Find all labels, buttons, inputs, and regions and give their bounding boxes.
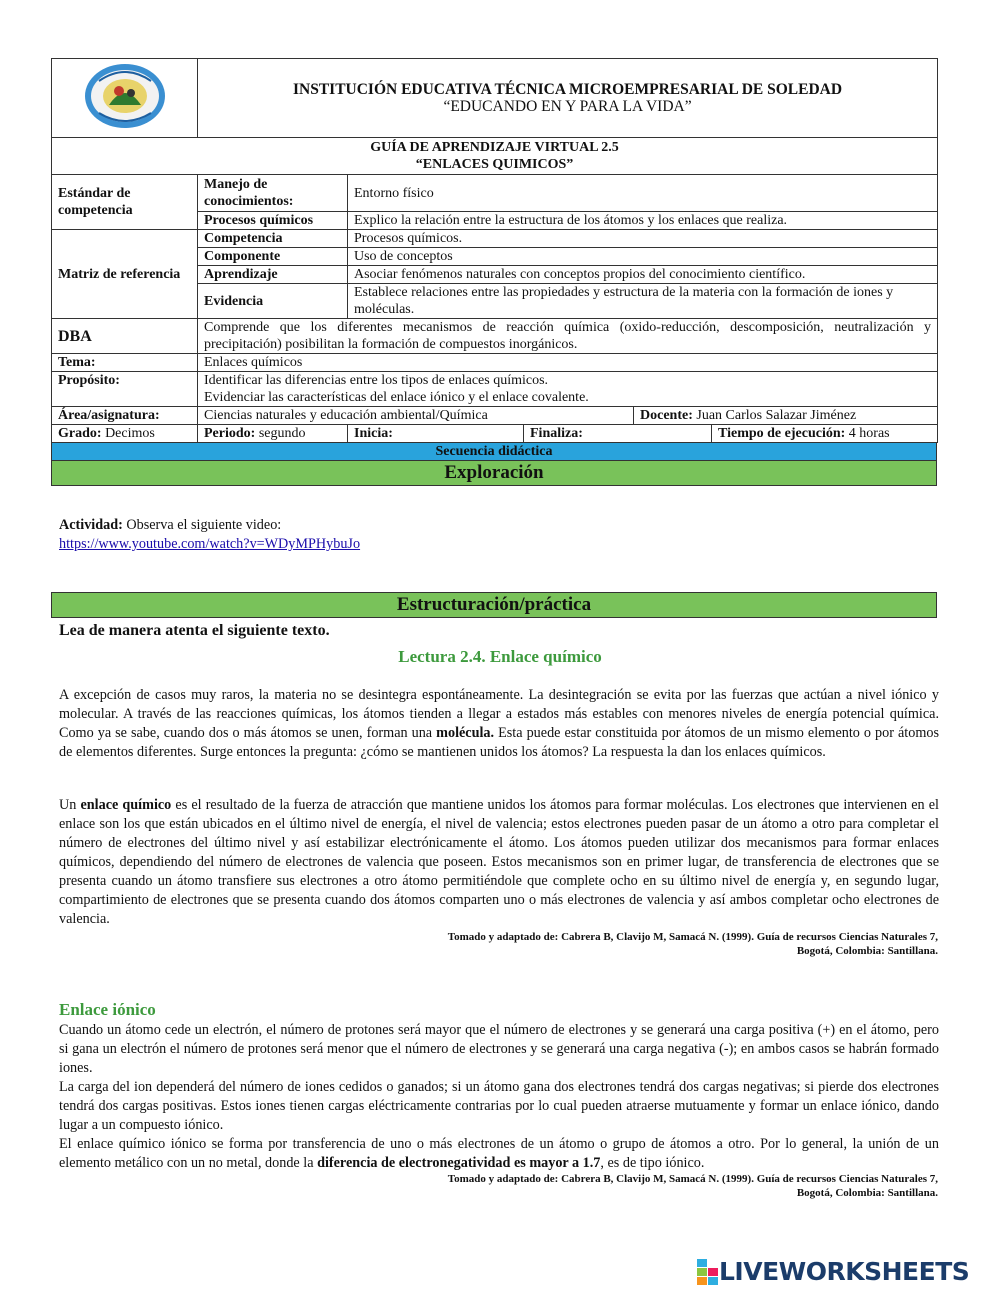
- p1-text-b: Esta puede estar constituida por átomos de un mismo elemento o por átomos de elementos diferentes. Surge entonces la pregunta: ¿cómo se mantienen unidos los átomos? La respuesta la dan los enlaces químicos.: [59, 725, 939, 760]
- actividad-text: Observa el siguiente video:: [122, 517, 282, 533]
- proposito-label: Propósito:: [52, 372, 198, 407]
- institution-motto: “EDUCANDO EN Y PARA LA VIDA”: [443, 98, 692, 115]
- source-citation-2: [238, 1172, 938, 1200]
- liveworksheets-blocks-icon: [697, 1259, 719, 1285]
- ionico-paragraph-2: La carga del ion dependerá del número de iones cedidos o ganados; si un átomo gana dos electrones tendrá dos cargas negativas; si pierde dos electrones tendrá dos cargas positivas. Estos iones tienen cargas eléctricamente contrarias por lo cual pueden atraerse mutuamente y formar un enlace iónico, dando lugar a un compuesto iónico.: [59, 1079, 939, 1133]
- area-value: Ciencias naturales y educación ambiental/Química: [198, 407, 634, 425]
- p1-bold: molécula.: [436, 725, 495, 741]
- video-link[interactable]: https://www.youtube.com/watch?v=WDyMPHybuJo: [59, 536, 361, 552]
- grado-cell: [52, 425, 198, 443]
- proposito-line-2: Evidenciar las características del enlace iónico y el enlace covalente.: [204, 390, 589, 405]
- periodo-label: Periodo:: [204, 426, 256, 441]
- grado-label: Grado:: [58, 426, 102, 441]
- tema-label: Tema:: [52, 354, 198, 372]
- source1-line-1: Tomado y adaptado de: Cabrera B, Clavijo M, Samacá N. (1999). Guía de recursos Ciencias Naturales 7,: [447, 931, 938, 943]
- p3-text-a: El enlace químico iónico se forma por transferencia de uno o más electrones de un átomo o grupo de átomos a otro. Por lo general, la unión de un elemento metálico con un no metal, donde la: [59, 1136, 939, 1171]
- school-seal-icon: [79, 61, 171, 131]
- p2-text-b: es el resultado de la fuerza de atracción que mantiene unidos los átomos para formar moléculas. Los electrones que intervienen en el enlace son los que están ubicados en el último nivel de energía, el nivel de valencia; estos electrones pueden pasar de un átomo a otro para completar el número de electrones del último nivel y así estabilizar electrónicamente el átomo. Los átomos pueden utilizar dos mecanismos para formar enlaces químicos, dependiendo del número de electrones de valencia que poseen. Estos mecanismos son en primer lugar, de transferencia de electrones que se presenta cuando un átomo transfiere sus electrones a otro átomo permitiéndole que complete ocho en su último nivel de energía y, en segundo lugar, compartimiento de electrones que se presenta cuando dos átomos comparten uno o más electrones de valencia y así ambos completar ocho electrones de valencia.: [59, 797, 940, 927]
- reading-paragraph-1: [59, 686, 939, 762]
- source1-line-2: Bogotá, Colombia: Santillana.: [796, 945, 938, 957]
- worksheet-header: [51, 58, 937, 486]
- p2-bold: enlace químico: [80, 797, 172, 813]
- competencia-label: Competencia: [198, 230, 348, 248]
- reading-instruction: Lea de manera atenta el siguiente texto.: [59, 622, 330, 639]
- finaliza-label: Finaliza:: [524, 425, 712, 443]
- p3-text-b: , es de tipo iónico.: [600, 1155, 705, 1171]
- estructuracion-heading: Estructuración/práctica: [51, 592, 937, 618]
- manejo-label: Manejo de conocimientos:: [198, 175, 348, 212]
- competencia-value: Procesos químicos.: [348, 230, 938, 248]
- p1-text-a: A excepción de casos muy raros, la materia no se desintegra espontáneamente. La desintegración se evita por las fuerzas que actúan a nivel iónico y molecular. A través de las reacciones químicas, los átomos tienden a llegar a estados más estables con menores niveles de energía potencial química. Como ya se sabe, cuando dos o más átomos se unen, forman una: [59, 687, 939, 741]
- tiempo-value: 4 horas: [845, 426, 890, 441]
- actividad-label: Actividad:: [59, 517, 123, 533]
- aprendizaje-label: Aprendizaje: [198, 266, 348, 284]
- secuencia-bar: Secuencia didáctica: [51, 443, 937, 461]
- p2-text-a: Un: [59, 797, 81, 813]
- grado-value: Decimos: [101, 426, 155, 441]
- estandar-label: Estándar de competencia: [52, 175, 198, 230]
- guide-topic: “ENLACES QUIMICOS”: [415, 157, 574, 172]
- periodo-value: segundo: [255, 426, 306, 441]
- ionico-paragraph-1: Cuando un átomo cede un electrón, el número de protones será mayor que el número de electrones y se generará una carga positiva (+) en el átomo, pero si gana un electrón el número de protones será menor que el número de electrones y se generará una carga negativa (-); en ambos casos se habrán formado iones.: [59, 1022, 939, 1076]
- tiempo-label: Tiempo de ejecución:: [718, 426, 846, 441]
- area-label: Área/asignatura:: [52, 407, 198, 425]
- liveworksheets-logo: [697, 1257, 969, 1286]
- inicia-label: Inicia:: [348, 425, 524, 443]
- procesos-label: Procesos químicos: [198, 212, 348, 230]
- docente-label: Docente:: [640, 408, 693, 423]
- dba-value: Comprende que los diferentes mecanismos de reacción química (oxido-reducción, descomposición, neutralización y precipitación) posibilitan la formación de compuestos inorgánicos.: [198, 319, 938, 354]
- aprendizaje-value: Asociar fenómenos naturales con conceptos propios del conocimiento científico.: [348, 266, 938, 284]
- docente-cell: [634, 407, 938, 425]
- procesos-value: Explico la relación entre la estructura de los átomos y los enlaces que realiza.: [348, 212, 938, 230]
- reading-title: Lectura 2.4. Enlace químico: [398, 647, 602, 666]
- institution-name: INSTITUCIÓN EDUCATIVA TÉCNICA MICROEMPRESARIAL DE SOLEDAD: [292, 81, 843, 98]
- evidencia-label: Evidencia: [198, 284, 348, 319]
- exploracion-heading: Exploración: [51, 461, 937, 486]
- periodo-cell: [198, 425, 348, 443]
- enlace-ionico-heading: Enlace iónico: [59, 1000, 156, 1019]
- docente-value: Juan Carlos Salazar Jiménez: [692, 408, 857, 423]
- p3-bold: diferencia de electronegatividad es mayor a 1.7: [317, 1155, 601, 1171]
- guide-title: GUÍA DE APRENDIZAJE VIRTUAL 2.5: [370, 140, 619, 155]
- componente-label: Componente: [198, 248, 348, 266]
- liveworksheets-brand: LIVEWORKSHEETS: [719, 1257, 970, 1286]
- manejo-value: Entorno físico: [348, 175, 938, 212]
- componente-value: Uso de conceptos: [348, 248, 938, 266]
- reading-paragraph-2: [59, 796, 939, 929]
- source-citation-1: [238, 930, 938, 958]
- proposito-line-1: Identificar las diferencias entre los tipos de enlaces químicos.: [204, 373, 549, 388]
- ionico-paragraph-3: [59, 1135, 939, 1173]
- source2-line-1: Tomado y adaptado de: Cabrera B, Clavijo M, Samacá N. (1999). Guía de recursos Ciencias Naturales 7,: [447, 1173, 938, 1185]
- info-table: [51, 58, 938, 443]
- tiempo-cell: [712, 425, 938, 443]
- tema-value: Enlaces químicos: [198, 354, 938, 372]
- dba-label: DBA: [52, 319, 198, 354]
- source2-line-2: Bogotá, Colombia: Santillana.: [796, 1187, 938, 1199]
- school-logo: [52, 59, 198, 138]
- actividad: [59, 516, 360, 554]
- evidencia-value: Establece relaciones entre las propiedades y estructura de la materia con la formación de iones y moléculas.: [348, 284, 938, 319]
- matriz-label: Matriz de referencia: [52, 230, 198, 319]
